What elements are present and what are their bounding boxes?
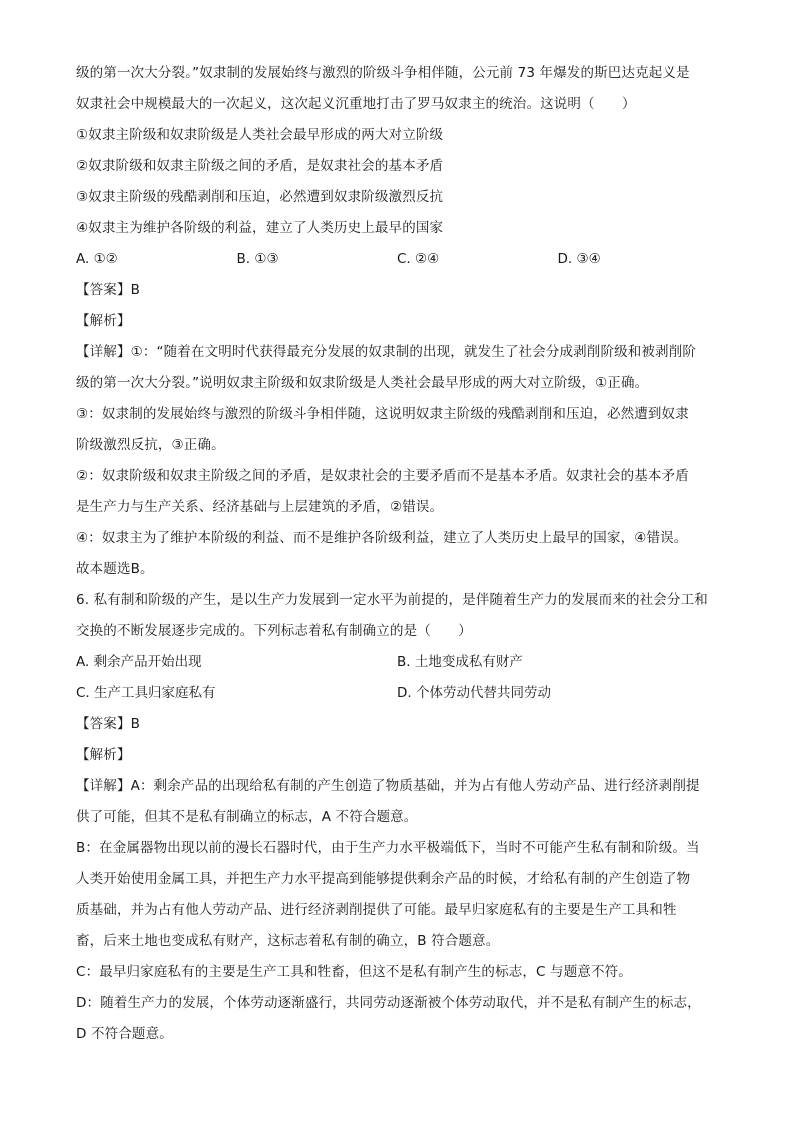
- document-page: [76, 58, 718, 1050]
- q5-analysis-line-2: 级的第一次大分裂。”说明奴隶主阶级和奴隶阶级是人类社会最早形成的两大对立阶级，①正确。: [76, 375, 649, 391]
- q5-analysis-line-5: ②：奴隶阶级和奴隶主阶级之间的矛盾，是奴隶社会的主要矛盾而不是基本矛盾。奴隶社会的基本矛盾: [76, 468, 689, 484]
- q5-analysis-line-6: 是生产力与生产关系、经济基础与上层建筑的矛盾，②错误。: [76, 499, 444, 515]
- q5-analysis-line-1: 【详解】①：“随着在文明时代获得最充分发展的奴隶制的出现，就发生了社会分成剥削阶级和被剥削阶: [76, 344, 696, 360]
- q6-analysis-heading: 【解析】: [76, 747, 131, 763]
- q6-option-b: B. 土地变成私有财产: [397, 654, 523, 670]
- q6-analysis-line-6: 畜，后来土地也变成私有财产，这标志着私有制的确立，B 符合题意。: [76, 933, 500, 949]
- q6-options-row-2: [76, 678, 718, 709]
- q6-options-row-1: [76, 647, 718, 678]
- q6-analysis-line-3: B：在金属器物出现以前的漫长石器时代，由于生产力水平极端低下，当时不可能产生私有制和阶级。当: [76, 840, 700, 856]
- q6-stem-line-1: 6. 私有制和阶级的产生，是以生产力发展到一定水平为前提的，是伴随着生产力的发展而来的社会分工和: [76, 592, 708, 608]
- q5-statement-1: ①奴隶主阶级和奴隶阶级是人类社会最早形成的两大对立阶级: [76, 127, 444, 143]
- q5-stem-line-1: 级的第一次大分裂。”奴隶制的发展始终与激烈的阶级斗争相伴随，公元前 73 年爆发的斯巴达克起义是: [76, 65, 690, 81]
- q6-analysis-line-4: 人类开始使用金属工具，并把生产力水平提高到能够提供剩余产品的时候，才给私有制的产生创造了物: [76, 871, 691, 887]
- q5-option-b: B. ①③: [236, 251, 279, 267]
- q5-stem-line-2: 奴隶社会中规模最大的一次起义，这次起义沉重地打击了罗马奴隶主的统治。这说明（ ）: [76, 96, 636, 112]
- q5-option-d: D. ③④: [557, 251, 601, 267]
- q6-analysis-line-5: 质基础，并为占有他人劳动产品、进行经济剥削提供了可能。最早归家庭私有的主要是生产工具和牲: [76, 902, 677, 918]
- q5-analysis-line-8: 故本题选B。: [76, 561, 154, 577]
- q5-statement-4: ④奴隶主为维护各阶级的利益，建立了人类历史上最早的国家: [76, 220, 444, 236]
- q6-analysis-line-1: 【详解】A：剩余产品的出现给私有制的产生创造了物质基础，并为占有他人劳动产品、进行经济剥削提: [76, 778, 700, 794]
- q6-option-c: C. 生产工具归家庭私有: [76, 685, 216, 701]
- q5-option-c: C. ②④: [397, 251, 440, 267]
- q6-analysis-line-2: 供了可能，但其不是私有制确立的标志，A 不符合题意。: [76, 809, 418, 825]
- q6-stem-line-2: 交换的不断发展逐步完成的。下列标志着私有制确立的是（ ）: [76, 623, 472, 639]
- q6-analysis-line-7: C：最早归家庭私有的主要是生产工具和牲畜，但这不是私有制产生的标志，C 与题意不符。: [76, 964, 632, 980]
- q5-analysis-line-4: 阶级激烈反抗，③正确。: [76, 437, 225, 453]
- q5-option-a: A. ①②: [76, 251, 118, 267]
- q5-analysis-line-7: ④：奴隶主为了维护本阶级的利益、而不是维护各阶级利益，建立了人类历史上最早的国家，④错误。: [76, 530, 688, 546]
- q5-answer: 【答案】B: [76, 282, 141, 298]
- q5-statement-2: ②奴隶阶级和奴隶主阶级之间的矛盾，是奴隶社会的基本矛盾: [76, 158, 444, 174]
- q6-option-a: A. 剩余产品开始出现: [76, 654, 202, 670]
- q5-options: [76, 244, 718, 275]
- q6-answer: 【答案】B: [76, 716, 141, 732]
- q6-analysis-line-9: D 不符合题意。: [76, 1026, 173, 1042]
- q5-statement-3: ③奴隶主阶级的残酷剥削和压迫，必然遭到奴隶阶级激烈反抗: [76, 189, 444, 205]
- q6-option-d: D. 个体劳动代替共同劳动: [397, 685, 551, 701]
- q6-analysis-line-8: D：随着生产力的发展，个体劳动逐渐盛行，共同劳动逐渐被个体劳动取代，并不是私有制产生的标志，: [76, 995, 701, 1011]
- q5-analysis-heading: 【解析】: [76, 313, 131, 329]
- q5-analysis-line-3: ③：奴隶制的发展始终与激烈的阶级斗争相伴随，这说明奴隶主阶级的残酷剥削和压迫，必然遭到奴隶: [76, 406, 689, 422]
